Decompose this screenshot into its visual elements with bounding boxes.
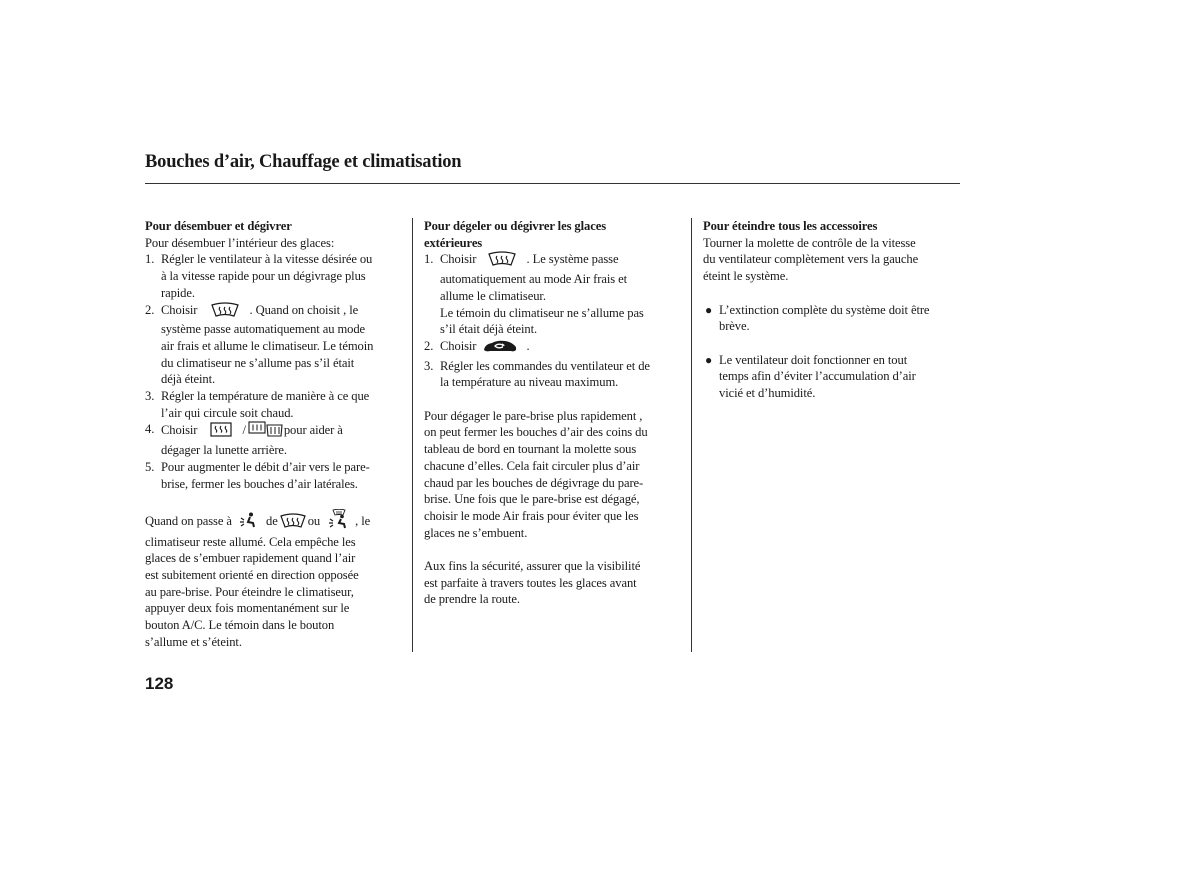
text-line: est parfaite à travers toutes les glaces avant xyxy=(424,575,637,590)
text-line: du climatiseur ne s’allume pas s’il était xyxy=(161,355,355,370)
text-line: Tourner la molette de contrôle de la vitesse xyxy=(703,235,916,250)
paragraph xyxy=(703,235,963,285)
rear-defrost-icon xyxy=(210,422,232,442)
list-item xyxy=(145,421,403,458)
paragraph xyxy=(424,558,682,608)
mirror-defrost-icon xyxy=(248,421,284,442)
text-line: brise, fermer les bouches d’air latérales. xyxy=(161,476,358,491)
text-fragment: Choisir xyxy=(161,423,198,438)
column-divider-1 xyxy=(412,218,413,652)
text-fragment: Choisir xyxy=(440,338,477,353)
text-fragment: . Quand on choisit , le xyxy=(249,302,359,317)
list-item xyxy=(424,251,682,338)
text-line: temps afin d’éviter l’accumulation d’air xyxy=(719,369,916,384)
text-line: éteint le système. xyxy=(703,269,789,284)
text-line: tableau de bord en tournant la molette sous xyxy=(424,442,637,457)
windshield-defrost-icon xyxy=(279,513,307,533)
list-item xyxy=(145,388,403,421)
text-line: brise. Une fois que le pare-brise est dégagé, xyxy=(424,492,640,507)
text-fragment: Choisir xyxy=(440,252,477,267)
text-fragment: / xyxy=(242,423,246,438)
list-item xyxy=(145,302,403,389)
step-number: 3. xyxy=(145,389,155,404)
text-line: rapide. xyxy=(161,285,195,300)
section-heading: Pour désembuer et dégivrer xyxy=(145,219,292,233)
step-number: 1. xyxy=(145,252,155,267)
column-turn-off xyxy=(703,218,963,402)
text-line: brève. xyxy=(719,319,750,334)
bullet-item xyxy=(703,352,963,402)
text-line: Aux fins la sécurité, assurer que la visibilité xyxy=(424,559,641,574)
paragraph xyxy=(145,509,403,651)
section-heading xyxy=(424,218,682,251)
list-item xyxy=(424,338,682,358)
text-line: air frais et allume le climatiseur. Le témoin xyxy=(161,338,374,353)
text-fragment: pour aider à xyxy=(283,423,343,438)
bullet-icon: ● xyxy=(705,302,713,317)
text-line: automatiquement au mode Air frais et xyxy=(440,272,627,287)
text-line: Régler les commandes du ventilateur et de xyxy=(440,358,650,373)
bullet-icon: ● xyxy=(705,352,713,367)
intro-text: Pour désembuer l’intérieur des glaces: xyxy=(145,235,335,250)
floor-mode-icon xyxy=(239,512,257,533)
recirculation-icon xyxy=(483,340,517,358)
text-fragment: Choisir xyxy=(161,302,198,317)
section-heading: Pour éteindre tous les accessoires xyxy=(703,219,878,233)
text-line: on peut fermer les bouches d’air des coins du xyxy=(424,425,648,440)
text-fragment: . xyxy=(526,338,530,353)
column-divider-2 xyxy=(691,218,692,652)
text-line: déjà éteint. xyxy=(161,372,216,387)
text-line: au pare-brise. Pour éteindre le climatiseur, xyxy=(145,584,354,599)
text-line: système passe automatiquement au mode xyxy=(161,322,366,337)
text-line: choisir le mode Air frais pour éviter que les xyxy=(424,508,639,523)
heading-line: extérieures xyxy=(424,235,483,250)
column-exterior-defrost xyxy=(424,218,682,608)
text-fragment: ou xyxy=(307,513,321,528)
text-line: Le témoin du climatiseur ne s’allume pas xyxy=(440,305,644,320)
text-line: appuyer deux fois momentanément sur le xyxy=(145,601,350,616)
page-number: 128 xyxy=(145,674,174,693)
list-item xyxy=(145,459,403,492)
text-fragment: , le xyxy=(355,513,371,528)
windshield-defrost-icon xyxy=(210,302,240,322)
title-rule xyxy=(145,183,960,184)
text-line: bouton A/C. Le témoin dans le bouton xyxy=(145,618,335,633)
text-line: chacune d’elles. Cela fait circuler plus d’air xyxy=(424,458,640,473)
paragraph xyxy=(424,408,682,542)
step-number: 2. xyxy=(145,302,155,317)
text-line: Régler la température de manière à ce que xyxy=(161,389,370,404)
text-line: vicié et d’humidité. xyxy=(719,386,816,400)
text-line: glaces ne s’embuent. xyxy=(424,525,528,540)
text-line: allume le climatiseur. xyxy=(440,288,546,303)
text-fragment: Quand on passe à xyxy=(145,513,232,528)
column-defog-defrost xyxy=(145,218,403,651)
windshield-defrost-icon xyxy=(487,251,517,271)
step-number: 4. xyxy=(145,422,155,437)
text-line: de prendre la route. xyxy=(424,592,520,607)
bullet-item xyxy=(703,302,963,335)
list-item xyxy=(424,358,682,391)
text-line: glaces de s’embuer rapidement quand l’air xyxy=(145,551,356,566)
text-line: s’il était déjà éteint. xyxy=(440,322,538,337)
text-fragment: . Le système passe xyxy=(526,252,619,267)
text-line: du ventilateur complètement vers la gauche xyxy=(703,252,919,267)
floor-defrost-mode-icon xyxy=(326,509,350,534)
list-item xyxy=(145,251,403,301)
text-line: est subitement orienté en direction opposée xyxy=(145,568,359,583)
text-line: dégager la lunette arrière. xyxy=(161,443,287,458)
text-line: L’extinction complète du système doit être xyxy=(719,302,930,317)
text-line: Régler le ventilateur à la vitesse désirée ou xyxy=(161,252,373,267)
step-number: 2. xyxy=(424,338,434,353)
text-line: la température au niveau maximum. xyxy=(440,375,619,390)
step-number: 3. xyxy=(424,358,434,373)
text-line: s’allume et s’éteint. xyxy=(145,634,242,649)
text-line: Pour augmenter le débit d’air vers le pare- xyxy=(161,459,370,474)
text-line: Le ventilateur doit fonctionner en tout xyxy=(719,352,908,367)
text-line: Pour dégager le pare-brise plus rapidement , xyxy=(424,408,643,423)
step-number: 5. xyxy=(145,459,155,474)
text-line: climatiseur reste allumé. Cela empêche les xyxy=(145,534,356,549)
text-line: à la vitesse rapide pour un dégivrage plus xyxy=(161,269,366,284)
text-line: chaud par les bouches de dégivrage du pare- xyxy=(424,475,644,490)
heading-line: Pour dégeler ou dégivrer les glaces xyxy=(424,219,606,233)
step-number: 1. xyxy=(424,252,434,267)
text-line: l’air qui circule soit chaud. xyxy=(161,405,294,420)
page-title: Bouches d’air, Chauffage et climatisation xyxy=(145,152,462,172)
text-fragment: de xyxy=(266,513,278,528)
